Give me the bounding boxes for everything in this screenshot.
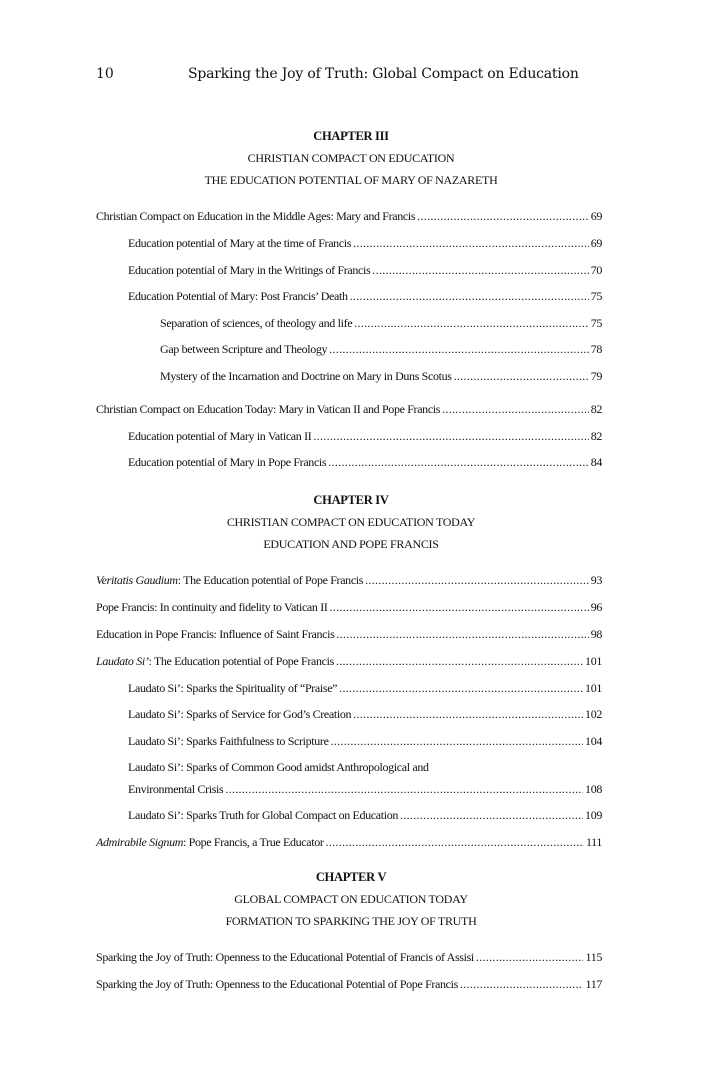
toc-entry-label: Sparking the Joy of Truth: Openness to the Educational Potential of Pope Francis [96, 977, 458, 991]
toc-entry-page: 104 [585, 734, 602, 748]
book-title: Sparking the Joy of Truth: Global Compact on Education [188, 66, 579, 82]
dot-leader [328, 454, 588, 470]
toc-entry-italic-title: Admirabile Signum [96, 835, 184, 849]
chapter-5-title: GLOBAL COMPACT ON EDUCATION TODAY [234, 892, 468, 906]
toc-entry-label [96, 572, 363, 588]
toc-entry-label: Laudato Si’: Sparks Faithfulness to Scripture [128, 734, 329, 748]
chapter-4-subtitle: EDUCATION AND POPE FRANCIS [263, 537, 439, 551]
dot-leader [353, 235, 589, 251]
toc-entry-page: 102 [585, 707, 602, 721]
toc-entry[interactable] [96, 626, 602, 642]
toc-entry[interactable] [96, 572, 602, 588]
toc-entry[interactable] [96, 599, 602, 615]
dot-leader [476, 949, 584, 965]
toc-entry-page: 109 [585, 808, 602, 822]
toc-entry-label: Laudato Si’: Sparks Truth for Global Compact on Education [128, 808, 399, 822]
chapter-5-subtitle: FORMATION TO SPARKING THE JOY OF TRUTH [225, 914, 477, 928]
toc-entry-label: Education potential of Mary in the Writings of Francis [128, 263, 371, 277]
toc-entry-label: Christian Compact on Education in the Middle Ages: Mary and Francis [96, 209, 416, 223]
toc-entry[interactable] [160, 368, 602, 384]
toc-entry-page: 115 [585, 950, 602, 964]
dot-leader [353, 706, 583, 722]
toc-entry-label: Separation of sciences, of theology and life [160, 316, 353, 330]
toc-entry-page: 82 [590, 402, 602, 416]
toc-entry-page: 79 [590, 369, 602, 383]
toc-entry-label: Education in Pope Francis: Influence of Saint Francis [96, 627, 335, 641]
toc-entry[interactable] [128, 781, 602, 797]
toc-entry-label [96, 653, 334, 669]
toc-entry-page: 101 [585, 681, 602, 695]
toc-entry-label: Mystery of the Incarnation and Doctrine on Mary in Duns Scotus [160, 369, 452, 383]
toc-entry[interactable] [128, 262, 602, 278]
toc-entry-page: 96 [590, 600, 602, 614]
page-number: 10 [96, 66, 114, 82]
toc-entry-label: Education potential of Mary at the time of Francis [128, 236, 352, 250]
toc-entry[interactable] [96, 653, 602, 669]
dot-leader [417, 208, 589, 224]
dot-leader [365, 572, 589, 588]
toc-entry-label: Pope Francis: In continuity and fidelity to Vatican II [96, 600, 328, 614]
running-header [96, 66, 606, 86]
toc-entry-label-rest: : The Education potential of Pope Francis [148, 654, 334, 668]
toc-entry-page: 117 [585, 977, 602, 991]
toc-entry-page: 108 [585, 782, 602, 796]
toc-entry-page: 101 [585, 654, 602, 668]
dot-leader [330, 599, 589, 615]
dot-leader [336, 626, 588, 642]
toc-entry-italic-title: Laudato Si’ [96, 654, 149, 668]
toc-entry[interactable] [128, 454, 602, 470]
toc-entry[interactable] [96, 976, 602, 992]
dot-leader [354, 315, 588, 331]
toc-entry[interactable] [128, 733, 602, 749]
toc-entry-page: 78 [590, 342, 602, 356]
dot-leader [442, 401, 589, 417]
toc-entry-label: Education potential of Mary in Vatican II [128, 429, 312, 443]
toc-entry-page: 84 [590, 455, 602, 469]
toc-entry-label-rest: : The Education potential of Pope Francis [177, 573, 364, 587]
dot-leader [329, 341, 589, 357]
dot-leader [326, 834, 584, 850]
chapter-3-title: CHRISTIAN COMPACT ON EDUCATION [247, 151, 455, 165]
chapter-5-label: CHAPTER V [315, 870, 387, 884]
chapter-4-title: CHRISTIAN COMPACT ON EDUCATION TODAY [226, 515, 476, 529]
toc-entry[interactable] [128, 235, 602, 251]
toc-entry[interactable] [128, 807, 602, 823]
dot-leader [339, 680, 583, 696]
toc-entry-page: 69 [590, 236, 602, 250]
chapter-3-subtitle: THE EDUCATION POTENTIAL OF MARY OF NAZARETH [204, 173, 498, 187]
toc-entry[interactable] [128, 680, 602, 696]
toc-entry[interactable] [128, 428, 602, 444]
toc-entry[interactable] [160, 315, 602, 331]
toc-entry[interactable] [96, 834, 602, 850]
toc-entry-label: Gap between Scripture and Theology [160, 342, 328, 356]
toc-entry-page: 69 [590, 209, 602, 223]
toc-entry-label: Environmental Crisis [128, 782, 224, 796]
toc-entry[interactable] [160, 341, 602, 357]
toc-entry-page: 111 [585, 835, 602, 849]
dot-leader [225, 781, 583, 797]
dot-leader [400, 807, 583, 823]
toc-entry-italic-title: Veritatis Gaudium [96, 573, 178, 587]
chapter-4-label: CHAPTER IV [313, 493, 389, 507]
toc-entry-page: 70 [590, 263, 602, 277]
toc-entry-label [96, 834, 324, 850]
dot-leader [336, 653, 583, 669]
toc-entry-label: Education Potential of Mary: Post Francis’ Death [128, 289, 348, 303]
toc-entry-page: 93 [590, 573, 602, 587]
dot-leader [313, 428, 588, 444]
toc-entry-label-rest: : Pope Francis, a True Educator [183, 835, 324, 849]
toc-entry-page: 75 [590, 316, 602, 330]
toc-entry-page: 82 [590, 429, 602, 443]
toc-entry-label: Education potential of Mary in Pope Francis [128, 455, 327, 469]
toc-entry-label-line1[interactable]: Laudato Si’: Sparks of Common Good amidst Anthropological and [128, 760, 429, 774]
toc-entry-page: 75 [590, 289, 602, 303]
toc-entry-page: 98 [590, 627, 602, 641]
dot-leader [372, 262, 588, 278]
toc-entry[interactable] [128, 288, 602, 304]
toc-entry-label: Laudato Si’: Sparks the Spirituality of “Praise” [128, 681, 338, 695]
toc-entry-label: Christian Compact on Education Today: Mary in Vatican II and Pope Francis [96, 402, 441, 416]
dot-leader [460, 976, 584, 992]
toc-entry[interactable] [128, 706, 602, 722]
toc-entry-label: Laudato Si’: Sparks of Service for God’s Creation [128, 707, 352, 721]
toc-entry[interactable] [96, 949, 602, 965]
dot-leader [331, 733, 583, 749]
chapter-3-label: CHAPTER III [313, 129, 389, 143]
dot-leader [454, 368, 589, 384]
dot-leader [350, 288, 589, 304]
toc-entry[interactable] [96, 208, 602, 224]
toc-entry[interactable] [96, 401, 602, 417]
toc-entry-label: Sparking the Joy of Truth: Openness to the Educational Potential of Francis of Assisi [96, 950, 474, 964]
